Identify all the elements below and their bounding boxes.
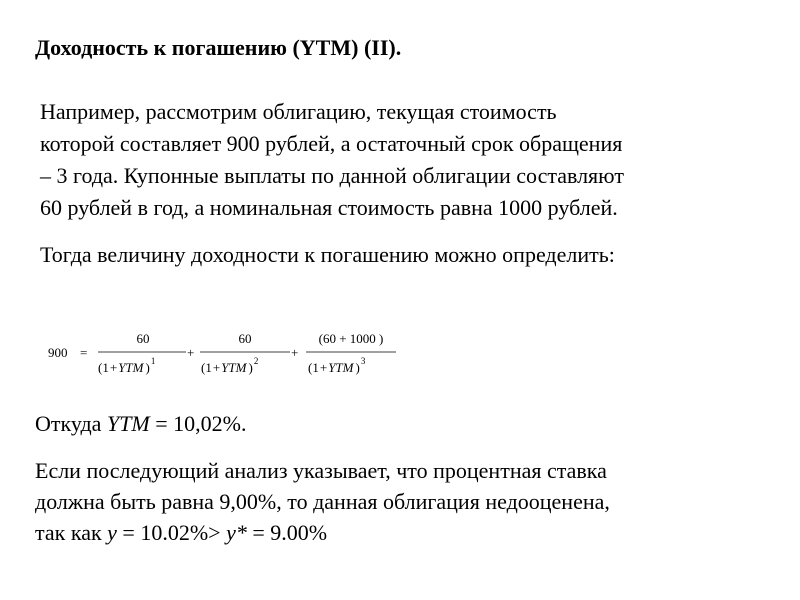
answer-value: = 10,02%. <box>149 411 247 436</box>
y-variable: y <box>107 520 117 545</box>
term3-denominator: (1+YTM )$^3$ <box>308 356 366 375</box>
term2-numerator: 60 <box>238 331 252 346</box>
y-star-variable: y* <box>226 520 247 545</box>
ytm-formula <box>40 324 420 384</box>
conclusion-paragraph <box>35 455 610 548</box>
answer-variable: YTM <box>106 411 150 436</box>
term2-denominator: (1+YTM )$^2$ <box>201 356 259 375</box>
plus-sign-2: + <box>291 345 299 360</box>
ytm-result <box>35 409 246 439</box>
term3-numerator: (60 + 1000 ) <box>318 331 384 346</box>
slide-title: Доходность к погашению (YTM) (II). <box>35 35 402 60</box>
conclusion-line: Если последующий анализ указывает, что процентная ставка <box>35 458 607 483</box>
formula-intro-text: Тогда величину доходности к погашению можно определить: <box>40 242 615 267</box>
paragraph-line: Например, рассмотрим облигацию, текущая стоимость <box>40 99 557 124</box>
conclusion-line: так как y = 10.02%> y* = 9.00% <box>35 520 328 545</box>
answer-prefix: Откуда <box>35 411 107 436</box>
conclusion-line: должна быть равна 9,00%, то данная облигация недооценена, <box>35 489 610 514</box>
bond-example-paragraph <box>40 96 780 224</box>
plus-sign-1: + <box>187 345 195 360</box>
formula-equals: = <box>80 345 88 360</box>
paragraph-line: которой составляет 900 рублей, а остаточный срок обращения <box>40 131 623 156</box>
term1-denominator: (1+YTM )$^1$ <box>98 356 156 375</box>
formula-svg <box>40 324 420 384</box>
formula-lhs: 900 <box>48 345 68 360</box>
term1-numerator: 60 <box>136 331 150 346</box>
paragraph-line: – 3 года. Купонные выплаты по данной облигации составляют <box>40 163 624 188</box>
paragraph-line: 60 рублей в год, а номинальная стоимость равна 1000 рублей. <box>40 195 618 220</box>
